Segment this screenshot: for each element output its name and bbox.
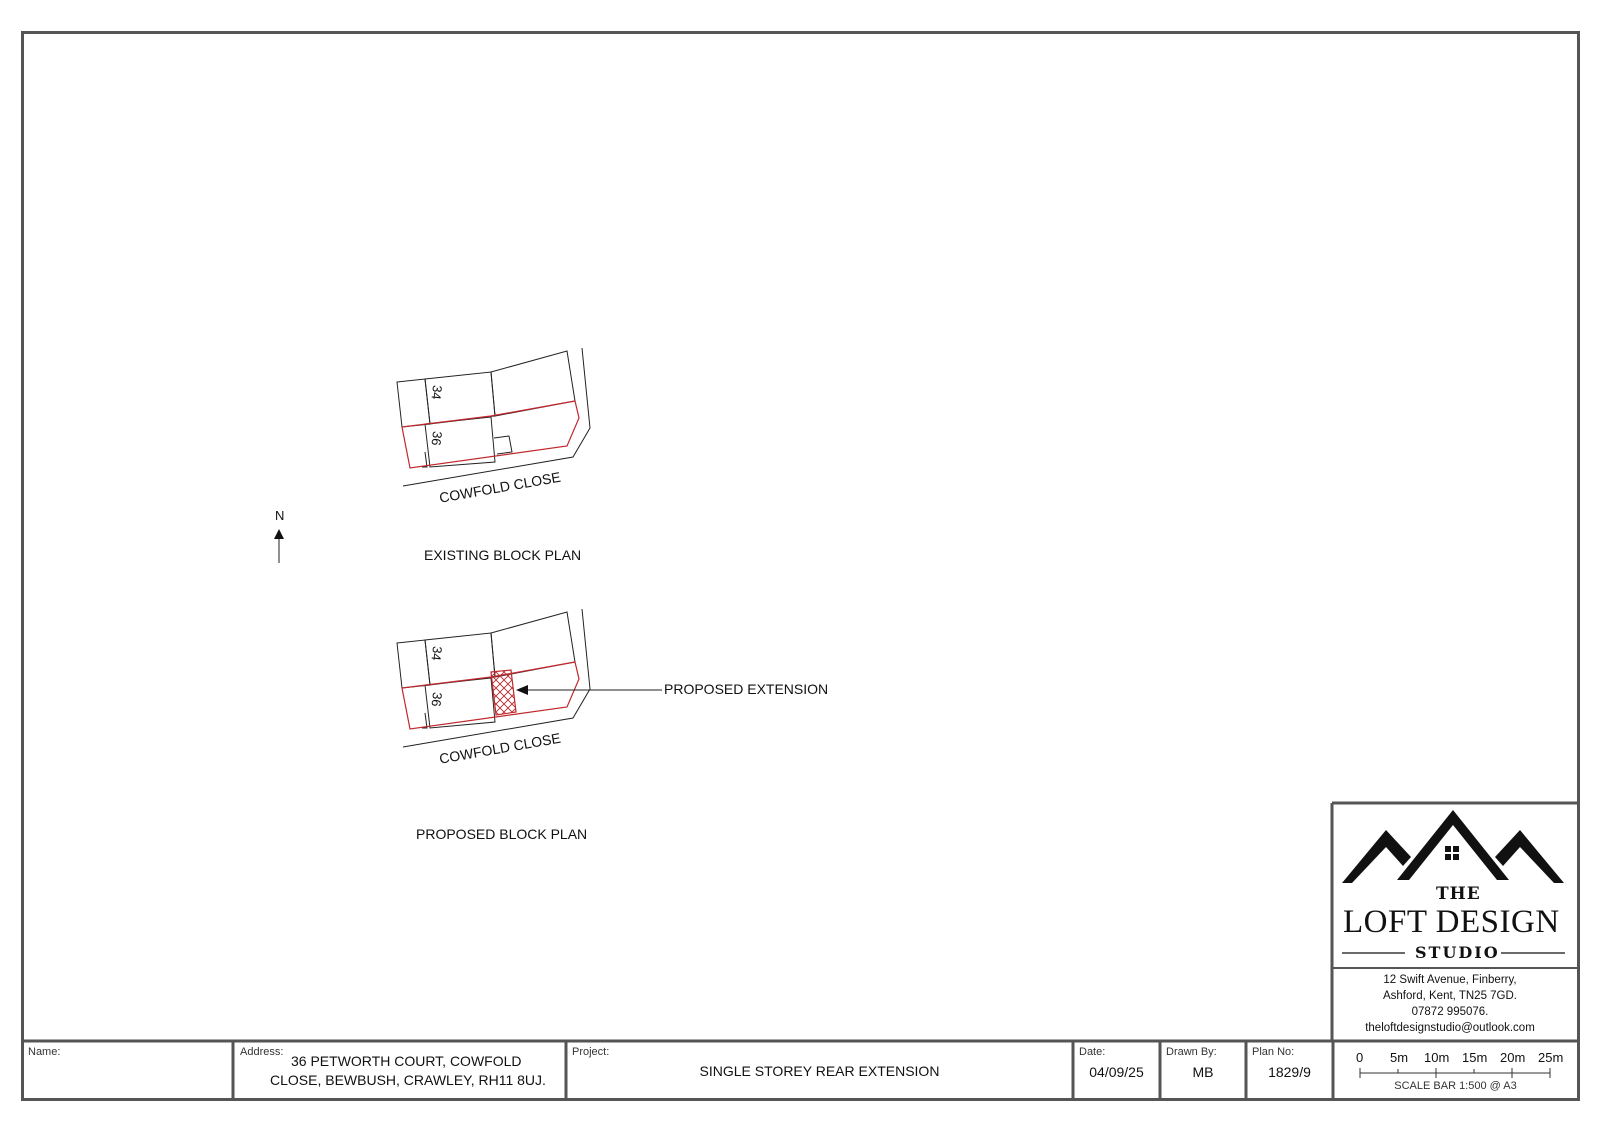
plan-no-value: 1829/9 (1268, 1064, 1311, 1080)
existing-house-34-label: 34 (428, 384, 445, 401)
logo-studio: STUDIO (1415, 943, 1500, 962)
existing-building-38 (491, 351, 575, 416)
scale-tick-0: 0 (1356, 1050, 1364, 1065)
project-value: SINGLE STOREY REAR EXTENSION (699, 1063, 940, 1079)
proposed-extension-label: PROPOSED EXTENSION (664, 681, 829, 697)
north-label: N (275, 508, 285, 523)
address-label: Address: (240, 1046, 284, 1058)
company-address-line1: 12 Swift Avenue, Finberry, (1383, 974, 1517, 986)
extension-arrowhead (516, 685, 528, 695)
logo-roof-icon (1342, 810, 1564, 883)
date-label: Date: (1079, 1046, 1106, 1058)
drawn-by-value: MB (1192, 1064, 1214, 1080)
drawn-by-label: Drawn By: (1166, 1046, 1217, 1058)
proposed-road-label: COWFOLD CLOSE (438, 729, 562, 767)
address-line1: 36 PETWORTH COURT, COWFOLD (291, 1053, 522, 1069)
scale-tick-25m: 25m (1538, 1050, 1564, 1065)
scale-tick-10m: 10m (1424, 1050, 1450, 1065)
company-phone: 07872 995076. (1411, 1006, 1489, 1018)
proposed-extension-hatch (491, 670, 516, 715)
existing-road-label: COWFOLD CLOSE (438, 468, 562, 506)
scale-tick-15m: 15m (1462, 1050, 1488, 1065)
scale-tick-5m: 5m (1390, 1050, 1409, 1065)
proposed-house-34-label: 34 (428, 645, 445, 662)
logo-loft-design: LOFT DESIGN (1343, 904, 1560, 940)
company-address-line2: Ashford, Kent, TN25 7GD. (1382, 990, 1518, 1002)
proposed-plan-title: PROPOSED BLOCK PLAN (416, 826, 588, 842)
company-email: theloftdesignstudio@outlook.com (1365, 1022, 1535, 1034)
date-value: 04/09/25 (1089, 1064, 1144, 1080)
existing-plan-title: EXISTING BLOCK PLAN (424, 547, 582, 563)
scale-bar-caption: SCALE BAR 1:500 @ A3 (1394, 1080, 1517, 1092)
proposed-building-38 (491, 612, 575, 677)
scale-bar (1360, 1068, 1550, 1078)
north-arrow-icon (274, 529, 284, 539)
plan-no-label: Plan No: (1252, 1046, 1295, 1058)
address-line2: CLOSE, BEWBUSH, CRAWLEY, RH11 8UJ. (270, 1072, 546, 1088)
logo-the: THE (1436, 884, 1481, 904)
proposed-building-32 (397, 640, 430, 688)
scale-tick-20m: 20m (1500, 1050, 1526, 1065)
existing-building-32 (397, 379, 430, 427)
existing-house-36-label: 36 (428, 430, 445, 447)
proposed-house-36-label: 36 (428, 691, 445, 708)
name-label: Name: (28, 1046, 61, 1058)
project-label: Project: (572, 1046, 610, 1058)
